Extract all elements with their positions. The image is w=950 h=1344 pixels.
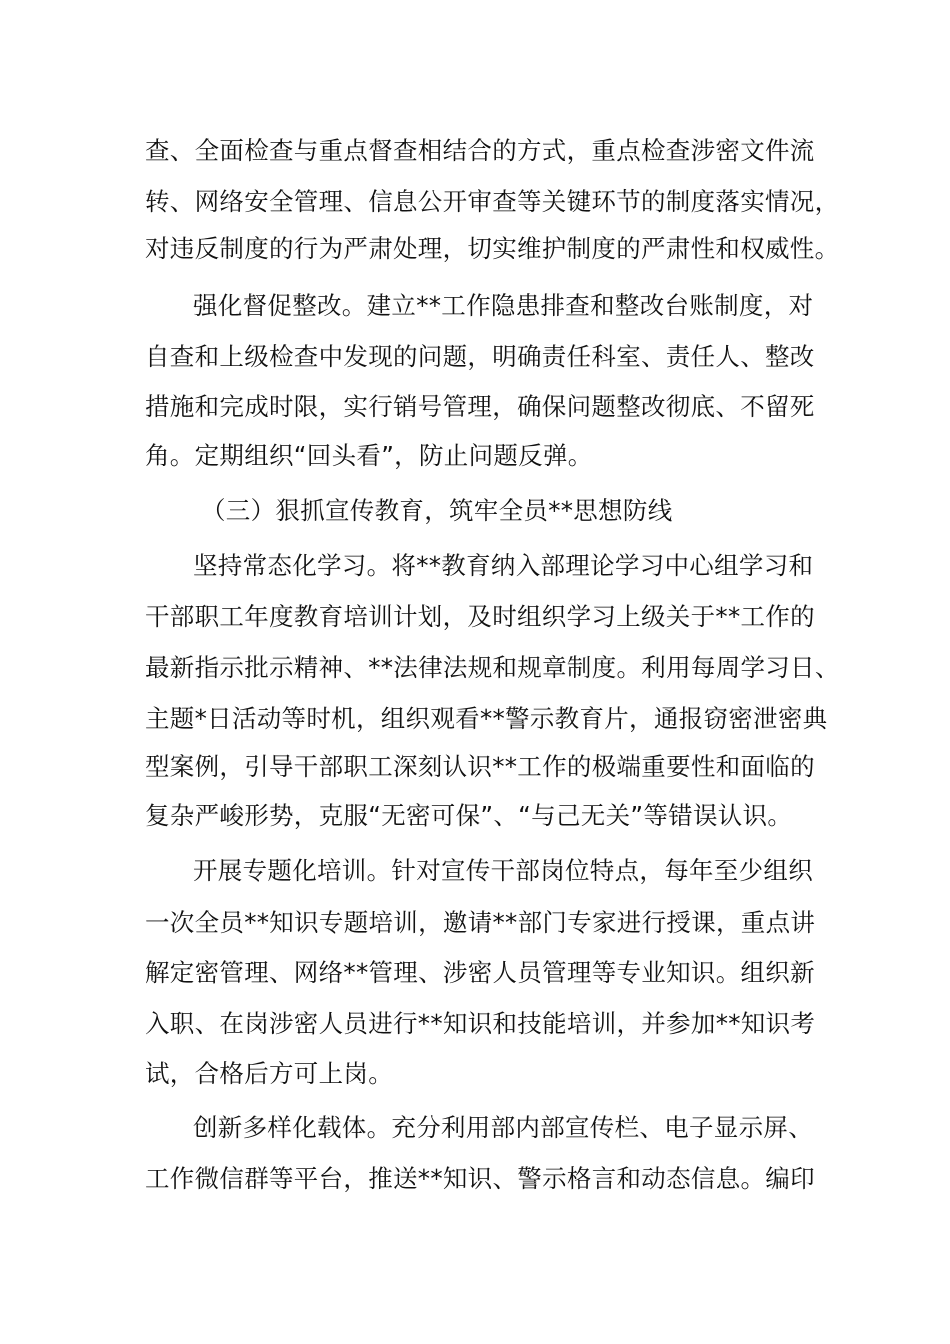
text-line: 工作微信群等平台，推送**知识、警示格言和动态信息。编印 bbox=[145, 1164, 815, 1193]
text-line: 干部职工年度教育培训计划，及时组织学习上级关于**工作的 bbox=[145, 602, 815, 631]
text-line: 最新指示批示精神、**法律法规和规章制度。利用每周学习日、 bbox=[145, 653, 840, 682]
text-line: 一次全员**知识专题培训，邀请**部门专家进行授课，重点讲 bbox=[145, 908, 816, 937]
text-line: 试，合格后方可上岗。 bbox=[145, 1059, 393, 1088]
text-line: 主题*日活动等时机，组织观看**警示教育片，通报窃密泄密典 bbox=[145, 704, 828, 733]
text-line: 入职、在岗涉密人员进行**知识和技能培训，并参加**知识考 bbox=[145, 1009, 816, 1038]
text-line: 查、全面检查与重点督查相结合的方式，重点检查涉密文件流 bbox=[145, 136, 815, 165]
text-line: 对违反制度的行为严肃处理，切实维护制度的严肃性和权威性。 bbox=[145, 234, 840, 263]
paragraph-start-line: 开展专题化培训。针对宣传干部岗位特点，每年至少组织 bbox=[193, 856, 813, 885]
paragraph-start-line: 创新多样化载体。充分利用部内部宣传栏、电子显示屏、 bbox=[193, 1113, 813, 1142]
section-heading: （三）狠抓宣传教育，筑牢全员**思想防线 bbox=[201, 496, 673, 525]
text-line: 解定密管理、网络**管理、涉密人员管理等专业知识。组织新 bbox=[145, 958, 815, 987]
paragraph-start-line: 强化督促整改。建立**工作隐患排查和整改台账制度，对 bbox=[193, 291, 814, 320]
text-line: 型案例，引导干部职工深刻认识**工作的极端重要性和面临的 bbox=[145, 752, 815, 781]
text-line: 转、网络安全管理、信息公开审查等关键环节的制度落实情况， bbox=[145, 187, 840, 216]
text-line: 自查和上级检查中发现的问题，明确责任科室、责任人、整改 bbox=[145, 342, 815, 371]
text-line: 措施和完成时限，实行销号管理，确保问题整改彻底、不留死 bbox=[145, 392, 815, 421]
text-line: 角。定期组织“回头看”，防止问题反弹。 bbox=[145, 441, 593, 470]
text-line: 复杂严峻形势，克服“无密可保”、“与己无关”等错误认识。 bbox=[145, 801, 793, 830]
paragraph-start-line: 坚持常态化学习。将**教育纳入部理论学习中心组学习和 bbox=[193, 551, 814, 580]
